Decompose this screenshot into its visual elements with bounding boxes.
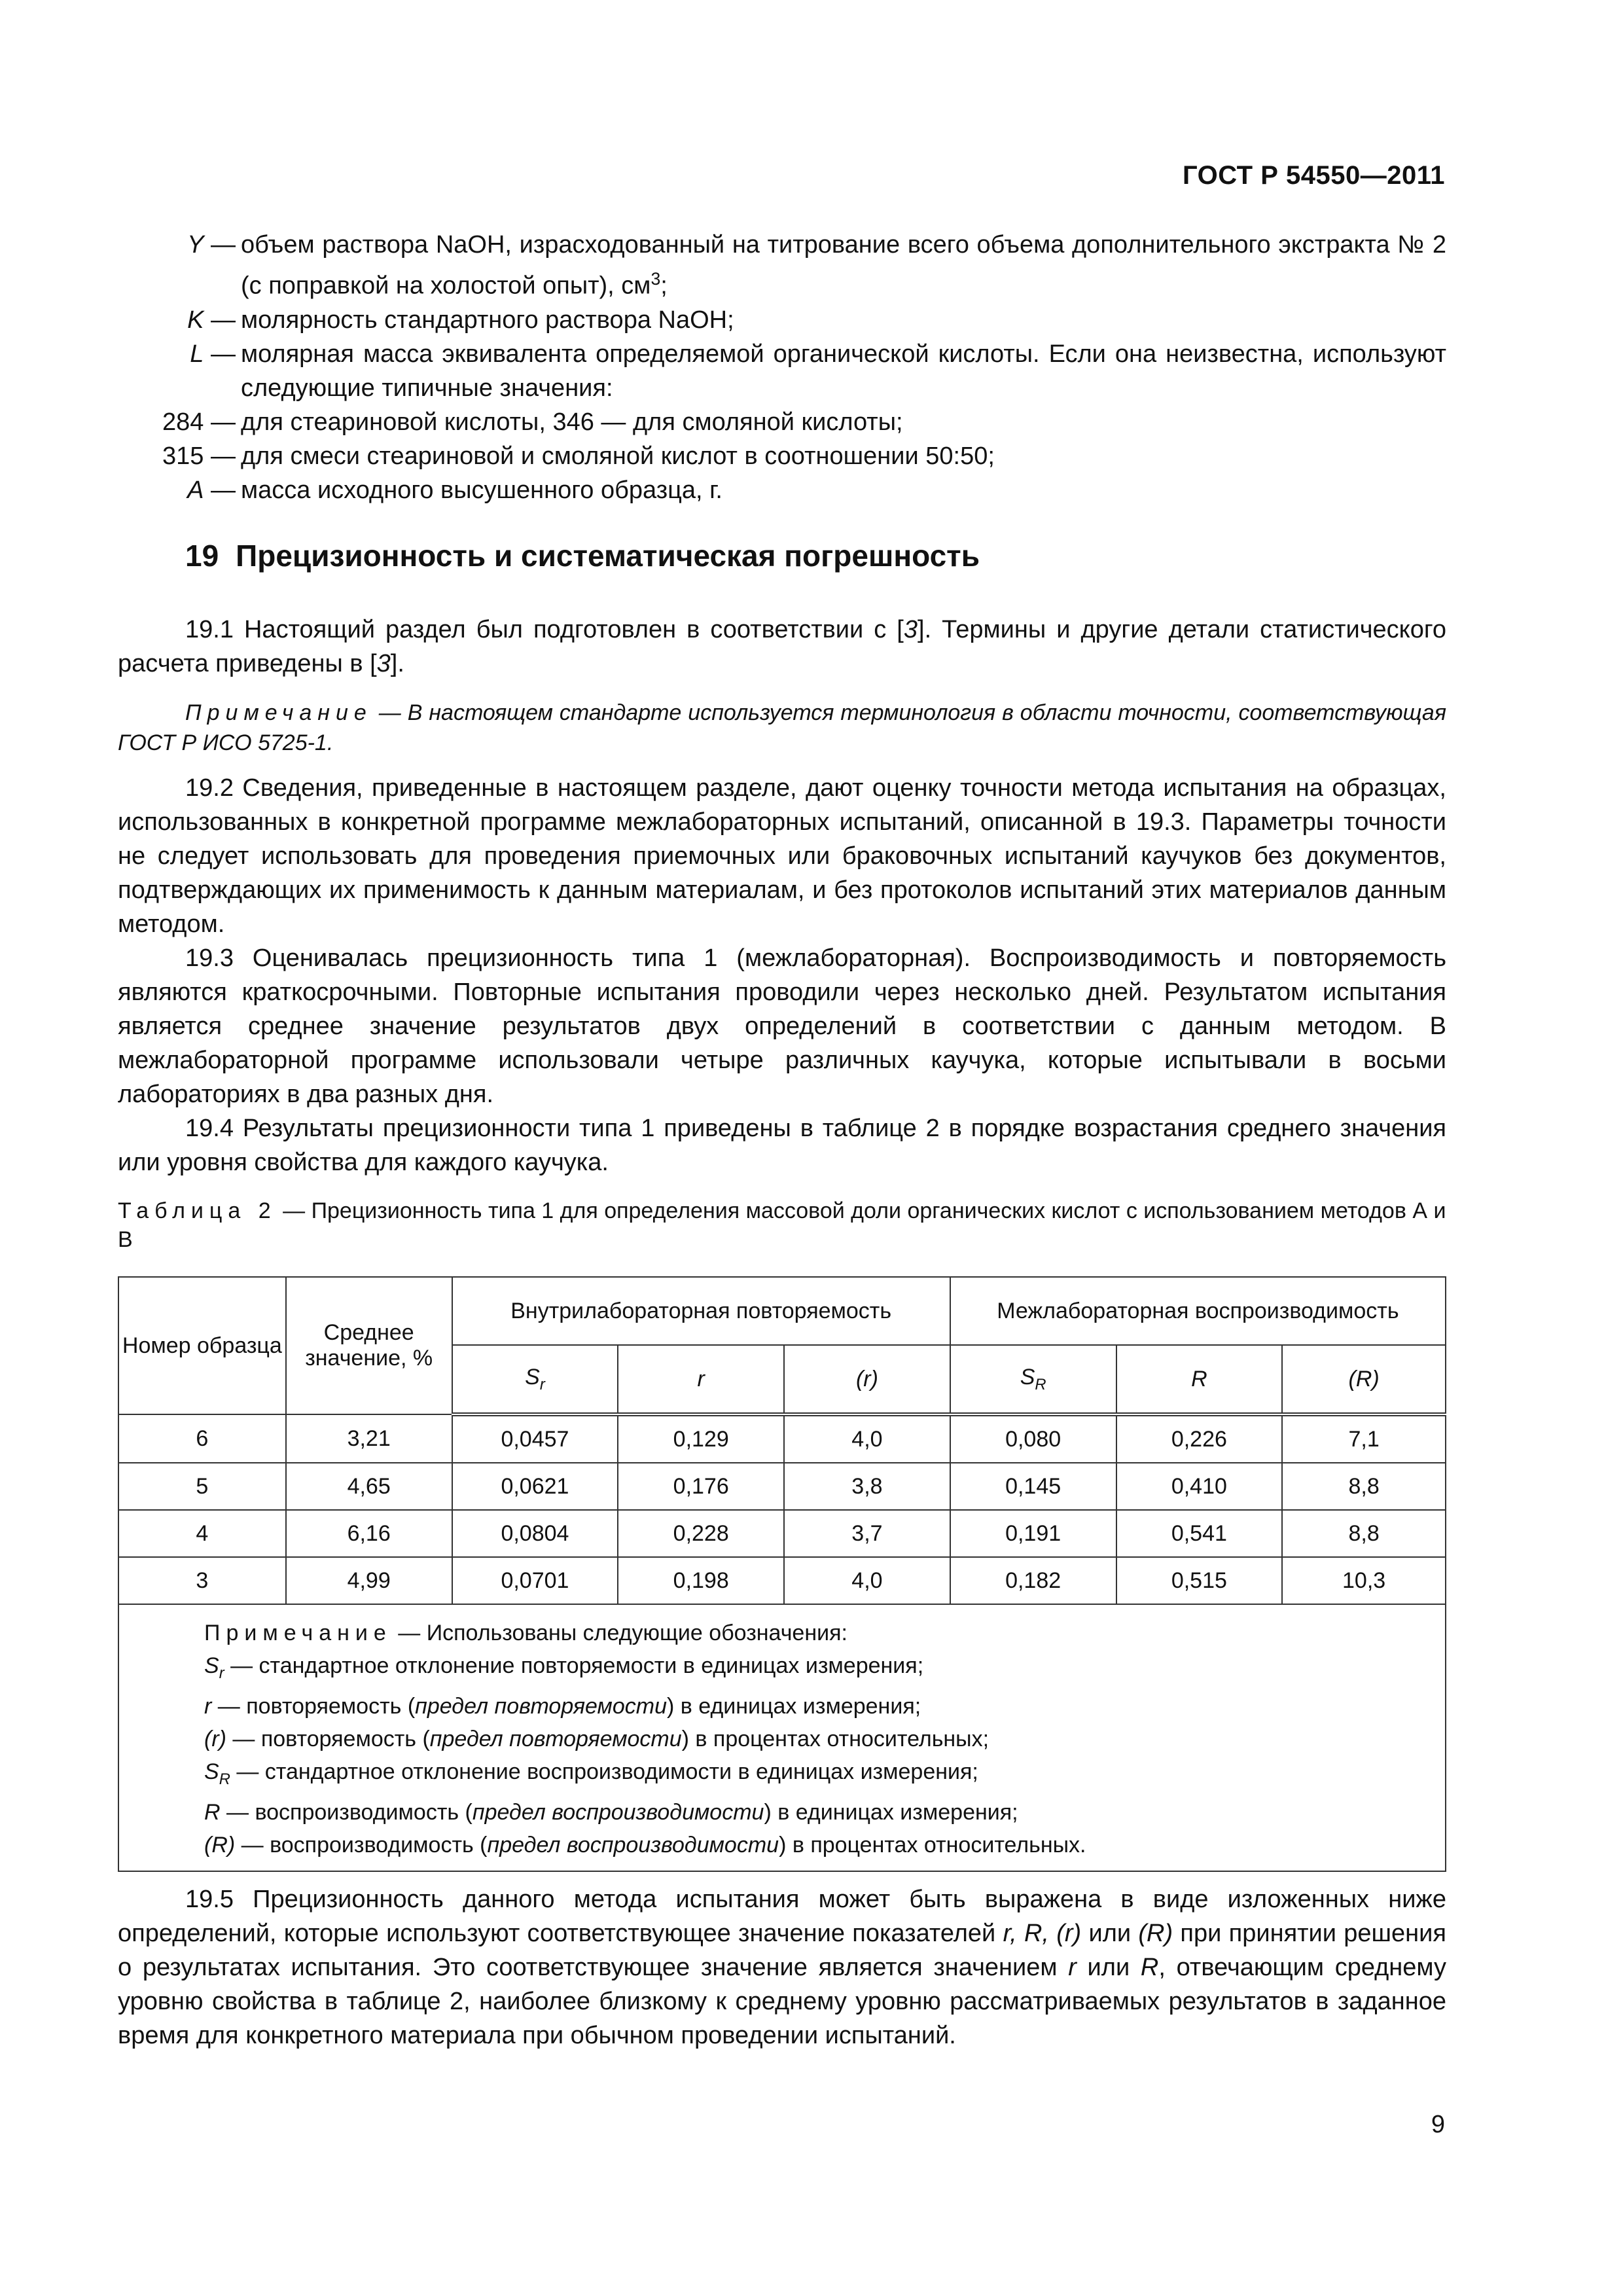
paragraph-19-2: 19.2 Сведения, приведенные в настоящем разделе, дают оценку точности метода испытания на образцах, использованных в конкретной программе межлабораторных испытаний, описанной в 19.3. Параметры точности не следует использовать для проведения приемочных или браковочных испытаний каучуков без документов, подтверждающих их применимость к данным материалам, и без протоколов испытаний этих материалов данным методом. (118, 774, 1446, 938)
paragraph-19-1: 19.1 Настоящий раздел был подготовлен в соответствии с [3]. Термины и другие детали статистического расчета приведены в [3]. (118, 616, 1446, 677)
col-header-sample: Номер образца (118, 1277, 286, 1414)
col-header-r: r (618, 1345, 784, 1414)
table-note: Примечание — Использованы следующие обозначения: $S_r$ — стандартное отклонение повторяемости в единицах измерения; r — повторяемость (предел повторяемости) в единицах измерения; (r) — повторяемость (предел повторяемости) в процентах относительных; $S_R$ — стандартное отклонение воспроизводимости в единицах измерения; R — воспроизводимость (предел воспроизводимости) в единицах измерения; (R) — воспроизводимость (предел воспроизводимости) в процентах относительных. (118, 1604, 1446, 1871)
precision-table (118, 1276, 1446, 1872)
table-caption: Таблица 2 — Прецизионность типа 1 для определения массовой доли органических кислот с использованием методов А и В (118, 1198, 1446, 1252)
definition-item: Y — объем раствора NaOH, израсходованный на титрование всего объема дополнительного экстракта № 2 (с поправкой на холостой опыт), $см^3$; (187, 231, 1446, 300)
col-group-repeatability: Внутрилабораторная повторяемость (452, 1277, 950, 1345)
table-row: 5 4,65 0,0621 0,176 3,8 0,145 0,410 8,8 (118, 1463, 1446, 1510)
definition-item: 315 — для смеси стеариновой и смоляной кислот в соотношении 50:50; (162, 442, 995, 470)
table-row: 6 3,21 0,0457 0,129 4,0 0,080 0,226 7,1 (118, 1414, 1446, 1463)
paragraph-19-4: 19.4 Результаты прецизионности типа 1 приведены в таблице 2 в порядке возрастания среднего значения или уровня свойства для каждого каучука. (118, 1115, 1446, 1176)
paragraphs-19-2-to-19-4 (118, 771, 1446, 1179)
definition-item: K — молярность стандартного раствора NaOH; (187, 306, 734, 334)
table-header-row (118, 1277, 1446, 1345)
col-group-reproducibility: Межлабораторная воспроизводимость (950, 1277, 1446, 1345)
col-header-R: R (1116, 1345, 1283, 1414)
col-header-sR: $S_R$ (950, 1345, 1116, 1414)
col-header-sr: $S_r$ (452, 1345, 618, 1414)
definition-item: L — молярная масса эквивалента определяемой органической кислоты. Если она неизвестна, используют следующие типичные значения: (190, 340, 1446, 402)
paragraph-19-5: 19.5 Прецизионность данного метода испытания может быть выражена в виде изложенных ниже определений, которые используют соответствующее значение показателей r, R, (r) или (R) при принятии решения о результатах испытания. Это соответствующее значение является значением r или R, отвечающим среднему уровню свойства в таблице 2, наиболее близкому к среднему уровню рассматриваемых результатов в заданное время для конкретного материала при обычном проведении испытаний. (118, 1886, 1446, 2049)
variable-definitions (118, 228, 1446, 507)
table-row: 3 4,99 0,0701 0,198 4,0 0,182 0,515 10,3 (118, 1557, 1446, 1604)
table-note-row (118, 1604, 1446, 1871)
table-row: 4 6,16 0,0804 0,228 3,7 0,191 0,541 8,8 (118, 1510, 1446, 1557)
note-terminology: Примечание — В настоящем стандарте используется терминология в области точности, соответствующая ГОСТ Р ИСО 5725-1. (118, 700, 1446, 755)
page-number: 9 (1431, 2111, 1445, 2138)
definition-item: 284 — для стеариновой кислоты, 346 — для смоляной кислоты; (162, 408, 903, 436)
standard-code: ГОСТ Р 54550—2011 (1183, 161, 1445, 190)
col-header-R-rel: (R) (1282, 1345, 1446, 1414)
section-heading: 19 Прецизионность и систематическая погрешность (185, 539, 980, 573)
col-header-r-rel: (r) (784, 1345, 950, 1414)
definition-item: A — масса исходного высушенного образца, г. (187, 476, 722, 504)
paragraph-19-3: 19.3 Оценивалась прецизионность типа 1 (межлабораторная). Воспроизводимость и повторяемость являются краткосрочными. Повторные испытания проводили через несколько дней. Результатом испытания является среднее значение результатов двух определений в соответствии с данным методом. В межлабораторной программе использовали четыре различных каучука, которые испытывали в восьми лабораториях в два разных дня. (118, 944, 1446, 1108)
col-header-mean: Среднее значение, % (286, 1277, 452, 1414)
